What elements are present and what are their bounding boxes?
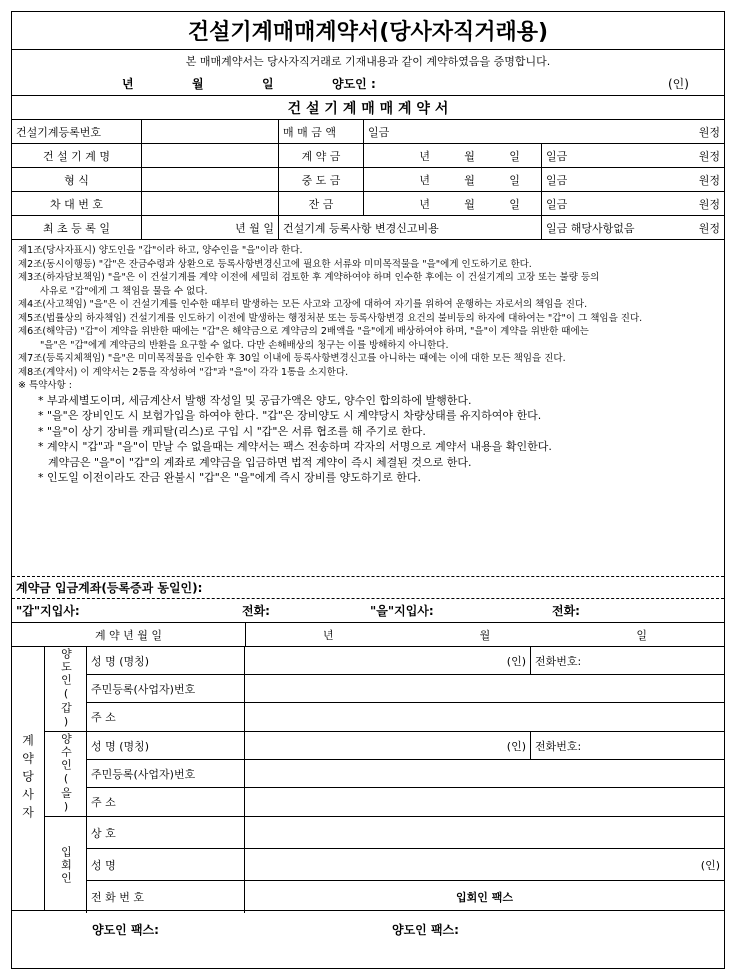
deposit-account-label: 계약금 입금계좌(등록증과 동일인): [12,577,724,599]
gap-address-label: "갑"지입사: [16,604,80,618]
special-term: 계약금은 "을"이 "갑"의 계좌로 계약금을 입금하면 법적 계약이 즉시 체결된 것으로 한다. [48,455,472,469]
clause-3-cont: 사유로 "갑"에게 그 책임을 물을 수 없다. [40,285,208,297]
seller-name-value[interactable]: (인) [245,647,531,674]
middle-amount[interactable]: 일금 원정 [546,173,720,187]
eul-phone-label: 전화: [552,604,580,618]
witness-name-label: 성 명 [87,849,245,880]
price-prefix: 일금 [368,125,390,139]
buyer-label: 양수인(을) [45,732,87,816]
clause-8: 제8조(계약서) 이 계약서는 2통을 작성하여 "갑"과 "을"이 각각 1통을 소지한다. [18,366,349,378]
special-term: * 계약시 "갑"과 "을"이 만날 수 없을때는 계약서는 팩스 전송하며 각자의 서명으로 계약서 내용을 확인한다. [38,440,552,453]
balance-date[interactable]: 년 월 일 [364,192,542,215]
first-reg-date[interactable]: 년 월 일 [142,216,279,239]
witness-name-value[interactable]: (인) [700,858,720,872]
change-fee-value: 일금 해당사항없음 원정 [546,221,720,235]
clause-5: 제5조(법률상의 하자책임) 건설기계를 인도하기 이전에 발생하는 행정처분 또는 등록사항변경 요건의 불비등의 하자에 대하여는 "갑"이 그 책임을 진다. [18,312,643,324]
seller-reg-label: 주민등록(사업자)번호 [87,675,245,702]
balance-amount[interactable]: 일금 원정 [546,197,720,211]
seller-addr-value[interactable] [245,703,724,731]
buyer-name-value[interactable]: (인) [245,732,531,759]
clause-1: 제1조(당사자표시) 양도인을 "갑"이라 하고, 양수인을 "을"이라 한다. [18,245,303,256]
witness-company-value[interactable] [245,817,724,848]
chassis-value[interactable] [142,192,279,215]
special-term: * 부과세별도이며, 세금계산서 발행 작성일 및 공급가액은 양도, 양수인 합의하에 발행한다. [38,393,472,407]
deposit-date[interactable]: 년 월 일 [364,144,542,167]
balance-label: 잔 금 [279,192,364,215]
year-label: 년 [122,76,134,91]
first-reg-label: 최 초 등 록 일 [12,216,142,239]
machine-label: 건 설 기 계 명 [12,144,142,167]
buyer-fax-label: 양도인 팩스: [392,922,459,937]
day-label: 일 [262,76,274,91]
seller-reg-value[interactable] [245,675,724,702]
clause-2: 제2조(동시이행등) "갑"은 잔금수령과 상환으로 등록사항변경신고에 필요한 서류와 미미목적물을 "을"에게 인도하기로 한다. [18,258,532,270]
seller-name-label: 성 명 (명칭) [87,647,245,674]
witness-company-label: 상 호 [87,817,245,848]
deposit-label: 계 약 금 [279,144,364,167]
date-line [12,72,724,95]
seller-addr-label: 주 소 [87,703,245,731]
deposit-amount[interactable]: 일금 원정 [546,149,720,163]
special-terms-heading: ※ 특약사항 : [18,380,72,391]
model-value[interactable] [142,168,279,191]
gap-phone-label: 전화: [242,604,270,618]
special-terms [18,393,718,486]
witness-label: 입회인 [45,817,87,913]
footer [12,911,724,947]
reg-no-label: 건설기계등록번호 [12,120,142,143]
clause-3: 제3조(하자담보책임) "을"은 이 건설기계를 계약 이전에 세밀히 검토한 후 계약하여야 하며 인수한 후에는 이 건설기계의 고장 또는 불량 등의 [18,272,600,283]
clause-6-cont: "을"은 "갑"에게 계약금의 반환을 요구할 수 없다. 다만 손해배상의 청구는 이를 방해하지 아니한다. [40,339,449,351]
seller-label: 양도인 : [332,76,376,91]
clause-6: 제6조(해약금) "갑"이 계약을 위반한 때에는 "갑"은 해약금으로 계약금의 2배액을 "을"에게 배상하여야 하며, "을"이 계약을 위반한 때에는 [18,326,589,337]
seller-label: 양도인(갑) [45,647,87,731]
buyer-name-label: 성 명 (명칭) [87,732,245,759]
price-label: 매 매 금 액 [279,120,364,143]
clauses-block [12,240,724,577]
price-value[interactable] [364,120,724,143]
seller-phone[interactable]: 전화번호: [535,654,582,668]
witness-fax[interactable]: 입회인 팩스 [456,891,513,904]
middle-date[interactable]: 년 월 일 [364,168,542,191]
intro-text: 본 매매계약서는 당사자직거래로 기재내용과 같이 계약하였음을 증명합니다. [185,54,551,68]
buyer-reg-label: 주민등록(사업자)번호 [87,760,245,787]
special-term: * "을"이 상기 장비를 캐피탈(리스)로 구입 시 "갑"은 서류 협조를 해 주기로 한다. [38,424,426,438]
model-label: 형 식 [12,168,142,191]
document-title: 건설기계매매계약서(당사자직거래용) [12,12,724,50]
won-suffix: 원정 [698,125,720,139]
clause-4: 제4조(사고책임) "을"은 이 건설기계를 인수한 때부터 발생하는 모든 사고와 고장에 대하여 자기를 위하여 운행하는 자로서의 책임을 진다. [18,299,588,310]
special-term: * "을"은 장비인도 시 보험가입을 하여야 한다. "갑"은 장비양도 시 계약당시 차량상태를 유지하여야 한다. [38,409,542,422]
month-label: 월 [192,76,204,91]
middle-label: 중 도 금 [279,168,364,191]
seal-mark: (인) [668,76,689,91]
change-fee-label: 건설기계 등록사항 변경신고비용 [279,216,542,239]
eul-address-label: "을"지입사: [370,604,434,618]
contract-form [11,11,725,969]
chassis-label: 차 대 번 호 [12,192,142,215]
buyer-reg-value[interactable] [245,760,724,787]
section-title: 건 설 기 계 매 매 계 약 서 [12,96,724,120]
seller-fax-label: 양도인 팩스: [92,922,159,937]
clause-7: 제7조(등록지체책임) "을"은 미미목적물을 인수한 후 30일 이내에 등록사항변경신고를 아니하는 때에는 이에 대한 모든 책임을 진다. [18,353,566,364]
witness-phone-label: 전 화 번 호 [87,881,245,913]
reg-no-value[interactable] [142,120,279,143]
contract-date-value[interactable]: 년 월 일 [323,628,647,642]
buyer-addr-value[interactable] [245,788,724,816]
buyer-addr-label: 주 소 [87,788,245,816]
machine-value[interactable] [142,144,279,167]
contract-date-label: 계 약 년 월 일 [12,623,246,646]
special-term: * 인도일 이전이라도 잔금 완불시 "갑"은 "을"에게 즉시 장비를 양도하기로 한다. [38,471,421,484]
buyer-phone[interactable]: 전화번호: [535,739,582,753]
parties-group-label: 계약당사자 [12,647,45,910]
